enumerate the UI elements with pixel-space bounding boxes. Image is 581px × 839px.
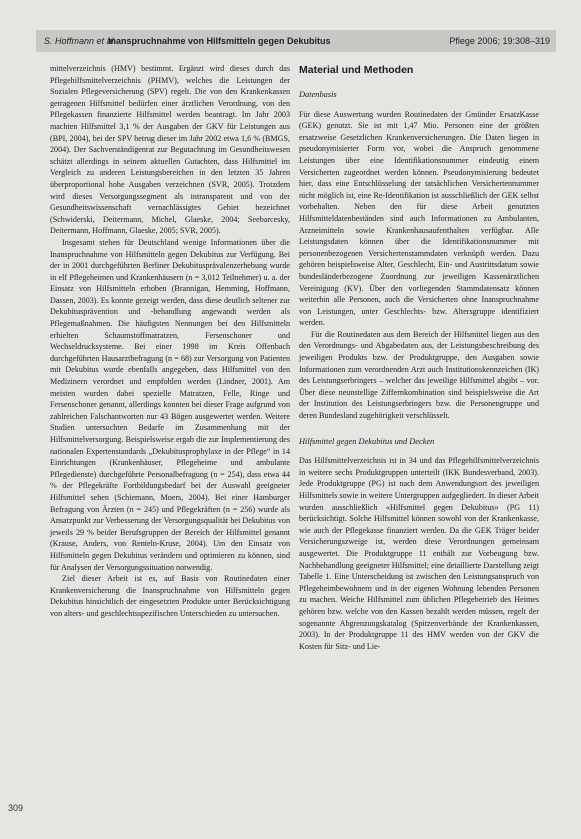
body-paragraph: mittelverzeichnis (HMV) bestimmt. Ergänzt wird dieses durch das Pflegehilfsmittelverzeichnis (PHMV), welches die Leistungen der Sozialen Pflegeversicherung (SPV) regelt. Die von den Krankenkassen getragenen Hilfsmittel bedürfen einer ärztlichen Verordnung, von den Pflegekassen finanzierte Hilfsmittel werden beantragt. Im Jahr 2003 machten Hilfsmittel 3,1 % der Ausgaben der GKV für Leistungen aus (BPI, 2004), bei der SPV betrug dieser im Jahr 2002 etwa 1,6 % (BMGS, 2004). Der Sachverständigenrat zur Begutachtung im Gesundheitswesen schätzt allerdings in seinem aktuellen Gutachten, dass Hilfsmittel im Vergleich zu anderen Leistungsbereichen in den letzten 35 Jahren überproportional hohe Ausgaben verzeichnen (SVR, 2005). Trotzdem wird dieses Versorgungssegment als intransparent und von der Gesundheitswissenschaft vernachlässigtes Gebiet bezeichnet (Schwiderski, Deitermann, Michel, Glaeske, 2004; Seebarcesky, Deitermann, Hoffmann, Glaeske, 2005; SVR, 2005). <box>50 64 290 236</box>
right-column <box>299 63 539 652</box>
subheading-datenbasis: Datenbasis <box>299 90 337 99</box>
section-heading: Material und Methoden <box>299 64 414 76</box>
body-paragraph: Für die Routinedaten aus dem Bereich der Hilfsmittel liegen aus den den Verordnungs- und Abgabedaten aus, der Leistungsbeschreibung des jeweiligen Produkts bzw. der Produktgruppe, den Ausgaben sowie Informationen zum verordnenden Arzt auch Institutionskennzeichen (IK) des Leistungserbringers – welcher das jeweilige Hilfsmittel abgibt – vor. Über diese neunstellige Ziffernkombination sind beispielsweise die Art der Institution des Leistungserbringers bzw. die Personengruppe und deren Bundesland zugehörigkeit verschlüsselt. <box>299 329 539 421</box>
page-number: 309 <box>8 803 24 813</box>
body-paragraph: Das Hilfsmittelverzeichnis ist in 34 und das Pflegehilfsmittelverzeichnis in weitere sechs Produktgruppen unterteilt (IKK Bundesverband, 2003). Jede Produktgruppe (PG) ist nach dem Anwendungsort des jeweiligen Hilfsmittels sowie in weitere Untergruppen aufgegliedert. In dieser Arbeit wurden ausschließlich «Hilfsmittel gegen Dekubitus» (PG 11) berücksichtigt. Solche Hilfsmittel können sowohl von der Krankenkasse, wie auch der Pflegekasse finanziert werden. Da die GEK Träger beider Versicherungszweige ist, werden diese Verordnungen gemeinsam ausgewertet. Die Produktgruppe 11 enthält zur Vorbeugung bzw. Nachbehandlung geeigneter Hilfsmittel; eine detaillierte Darstellung zeigt Tabelle 1. Eine Unterscheidung ist zwischen den Leistungsanspruch von Pflegeheimbewohnern und in der eigenen Wohnung lebenden Personen zu machen. Weiche Hilfsmittel zum üblichen Pflegebetrieb des Heimes gehören bzw. welche von den Kassen bezahlt werden müssen, regelt der sogenannte Abgrenzungskatalog (Spitzenverbände der Krankenkassen, 2003). In der Produktgruppe 11 des HMV werden von der GKV die Kosten für Sitz- und Lie- <box>299 456 539 651</box>
body-paragraph: Insgesamt stehen für Deutschland wenige Informationen über die Inanspruchnahme von Hilfsmitteln gegen Dekubitus zur Verfügung. Bei der in 2001 durchgeführten Berliner Dekubitusprävalenzerhebung wurde in elf Pflegeheimen und Krankenhäusern (n = 3,012 Teilnehmer) u. a. der Einsatz von Hilfsmitteln erhoben (Brannigan, Hemming, Hoffmann, Dassen, 2003). Es konnte gezeigt werden, dass diese deutlich seltener zur Dekubitusprävention und -behandlung angewandt werden als Pflegemaßnahmen. Die häufigsten Nennungen bei den Hilfsmitteln erhielten Schaumstoffmatratzen, Fersenschoner und Wechseldrucksysteme. Bei einer 1998 im Kreis Offenbach durchgeführten Hausarztbefragung (n = 68) zur Versorgung von Patienten mit Dekubitus wurde ebenfalls angegeben, dass Hilfsmittel von den Medizinern verordnet und empfohlen werden (Lindner, 2001). Am meisten wurden dabei spezielle Matratzen, Felle, Ringe und Fersenschoner genannt, allerdings konnten bei dieser Frage aufgrund von zahlreichen Falschantworten nur 43 Bögen ausgewertet werden. Weitere Studien untersuchten Bedarfe im Zusammenhang mit der Hilfsmittelversorgung. Beispielsweise ergab die zur Implementierung des nationalen Expertenstandards „Dekubitusprophylaxe in der Pflege“ in 14 Einrichtungen (Krankenhäuser, Pflegeheime und ambulante Pflegedienste) durchgeführte Personalbefragung (n = 254), dass etwa 44 % der Pflegekräfte Fortbildungsbedarf bei der Auswahl geeigneter Hilfsmittel sehen (Schiemann, Moers, 2004). Bei einer Hamburger Befragung von Ärzten (n = 245) und Pflegekräften (n = 256) wurde als Ansatzpunkt zur Verbesserung der Versorgungsqualität bei Dekubitus von jeweils 29 % beider Berufsgruppen der Bereich der Hilfsmittel genannt (Krause, Anders, von Renteln-Kruse, 2004). Um den Einsatz von Hilfsmitteln gegen Dekubitus verändern und optimieren zu können, sind für Analysen der Versorgungssituation notwendig. <box>50 237 290 572</box>
header-authors: S. Hoffmann et al. <box>44 36 117 46</box>
body-paragraph: Für diese Auswertung wurden Routinedaten der Gmünder ErsatzKasse (GEK) genutzt. Sie ist mit 1,47 Mio. Personen eine der größten ersatzweise Gesetzlichen Krankenversicherungen. Die Daten liegen in pseudonymisierter Form vor, wobei die Anspruch genommene Leistungen über eine Identifikationsnummer eindeutig einem Versicherten zugeordnet werden können. Pseudonymisierung bedeutet hier, dass eine Entschlüsselung der tatsächlichen Versichertennummer nicht möglich ist, eine Re-Identifikation ist ausschließlich der GEK selbst vorbehalten. Neben den für diese Arbeit genutzten Hilfsmitteldatenbeständen sind auch Informationen zu Ambulanten, Arzneimitteln sowie Krankenhausaufenthalten verfügbar. Alle Leistungsdaten können über die Identifikationsnummer mit personenbezogenen Versichertenstammdaten verknüpft werden. Dazu gehören beispielsweise Alter, Geschlecht, Ein- und Austrittsdatum sowie bundesländerbezogene Zuordnung zur jeweiligen Kassenärztlichen Vereinigung (KV). Über den vorliegenden Stammdatensatz können weiterhin alle Personen, auch die Versicherten ohne Inanspruchnahme von Leistungen, unter Geschlechts- bzw. Altersgruppe identifiziert werden. <box>299 109 539 328</box>
body-paragraph: Ziel dieser Arbeit ist es, auf Basis von Routinedaten einer Krankenversicherung die Inanspruchnahme von Hilfsmitteln gegen Dekubitus hinsichtlich der eingesetzten Produkte unter Berücksichtigung von alters- und geschlechtsspezifischen Unterschieden zu untersuchen. <box>50 574 290 618</box>
header-title: Inanspruchnahme von Hilfsmitteln gegen Dekubitus <box>108 36 331 46</box>
left-column <box>50 63 290 620</box>
header-journal-citation: Pflege 2006; 19:308–319 <box>449 36 550 46</box>
subheading-hilfsmittel: Hilfsmittel gegen Dekubitus und Decken <box>299 436 435 446</box>
running-header <box>36 30 556 52</box>
